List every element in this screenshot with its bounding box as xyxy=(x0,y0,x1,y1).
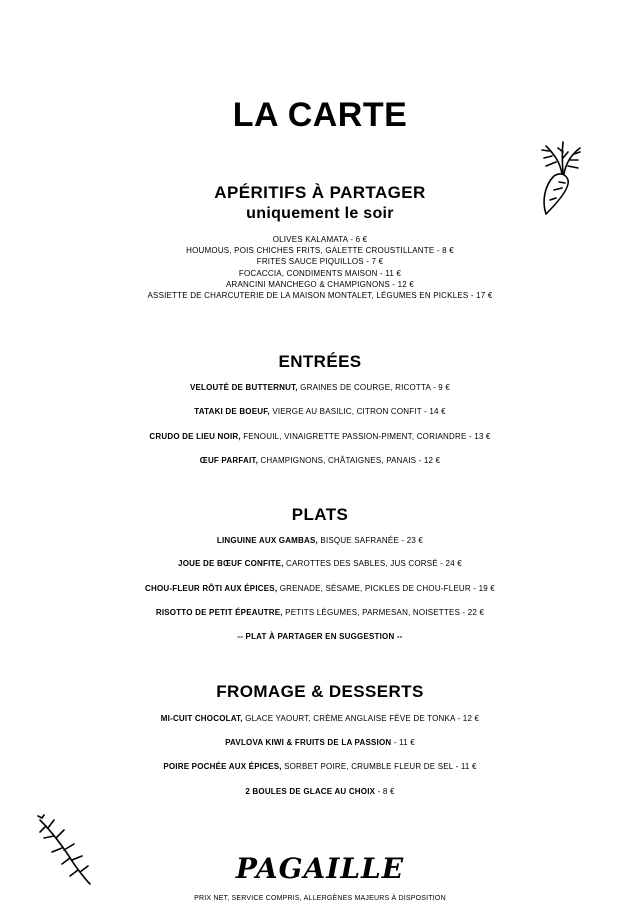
list-item: FOCACCIA, CONDIMENTS MAISON - 11 € xyxy=(238,268,402,278)
plat-item xyxy=(0,584,640,593)
list-item: HOUMOUS, POIS CHICHES FRITS, GALETTE CROUSTILLANTE - 8 € xyxy=(186,246,454,256)
dish-name: POIRE POCHÉE AUX ÉPICES, xyxy=(163,762,282,771)
dessert-item xyxy=(0,738,640,747)
entree-item xyxy=(0,407,640,416)
dish-name: VELOUTÉ DE BUTTERNUT, xyxy=(189,383,298,392)
dish-name: CRUDO DE LIEU NOIR, xyxy=(149,432,241,441)
dish-description: SORBET POIRE, CRUMBLE FLEUR DE SEL - 11 € xyxy=(284,762,477,771)
dish-name: JOUE DE BŒUF CONFITE, xyxy=(178,559,284,568)
dessert-item xyxy=(0,787,640,796)
entree-item xyxy=(0,383,640,392)
dish-description: BISQUE SAFRANÉE - 23 € xyxy=(320,536,424,545)
dish-description: CAROTTES DES SABLES, JUS CORSÉ - 24 € xyxy=(286,559,462,568)
dish-description: CHAMPIGNONS, CHÂTAIGNES, PANAIS - 12 € xyxy=(260,456,441,465)
restaurant-logo: PAGAILLE xyxy=(235,852,405,885)
page-title: LA CARTE xyxy=(232,96,408,134)
dish-name: RISOTTO DE PETIT ÉPEAUTRE, xyxy=(155,608,283,617)
dessert-item xyxy=(0,762,640,771)
aperitifs-list xyxy=(0,234,640,301)
dish-description: FENOUIL, VINAIGRETTE PASSION-PIMENT, CORIANDRE - 13 € xyxy=(243,432,491,441)
aperitifs-heading: APÉRITIFS À PARTAGER xyxy=(214,183,426,202)
dish-name: MI-CUIT CHOCOLAT, xyxy=(160,714,243,723)
aperitifs-subheading: uniquement le soir xyxy=(246,205,394,222)
dish-name: TATAKI DE BOEUF, xyxy=(194,407,270,416)
dish-description: GLACE YAOURT, CRÈME ANGLAISE FÈVE DE TONKA - 12 € xyxy=(245,714,480,723)
plat-item xyxy=(0,559,640,568)
dish-name: ŒUF PARFAIT, xyxy=(199,456,259,465)
dish-description: GRAINES DE COURGE, RICOTTA - 9 € xyxy=(300,383,451,392)
plat-item xyxy=(0,608,640,617)
entree-item xyxy=(0,432,640,441)
dish-name: LINGUINE AUX GAMBAS, xyxy=(216,536,318,545)
plats-heading: PLATS xyxy=(291,505,349,524)
dish-description: VIERGE AU BASILIC, CITRON CONFIT - 14 € xyxy=(272,407,446,416)
desserts-heading: FROMAGE & DESSERTS xyxy=(216,682,424,701)
entrees-heading: ENTRÉES xyxy=(278,352,362,371)
entree-item xyxy=(0,456,640,465)
list-item: ARANCINI MANCHEGO & CHAMPIGNONS - 12 € xyxy=(225,279,415,289)
plat-suggestion xyxy=(0,632,640,641)
list-item: ASSIETTE DE CHARCUTERIE DE LA MAISON MONTALET, LÉGUMES EN PICKLES - 17 € xyxy=(147,291,493,301)
dish-name: 2 BOULES DE GLACE AU CHOIX xyxy=(245,787,376,796)
list-item: OLIVES KALAMATA - 6 € xyxy=(272,235,368,244)
dish-name: CHOU-FLEUR RÔTI AUX ÉPICES, xyxy=(145,584,278,593)
dish-description: - 8 € xyxy=(377,787,395,796)
list-item: FRITES SAUCE PIQUILLOS - 7 € xyxy=(256,257,384,267)
plat-item xyxy=(0,536,640,545)
dish-name: PAVLOVA KIWI & FRUITS DE LA PASSION xyxy=(225,738,392,747)
footer-note: PRIX NET, SERVICE COMPRIS, ALLERGÈNES MAJEURS À DISPOSITION xyxy=(194,895,446,902)
dessert-item xyxy=(0,714,640,723)
dish-description: PETITS LÉGUMES, PARMESAN, NOISETTES - 22 € xyxy=(285,608,485,617)
dish-description: GRENADE, SÉSAME, PICKLES DE CHOU-FLEUR - 19 € xyxy=(279,584,495,593)
dish-description: - 11 € xyxy=(393,738,415,747)
suggestion-text: -- PLAT À PARTAGER EN SUGGESTION -- xyxy=(237,632,403,641)
